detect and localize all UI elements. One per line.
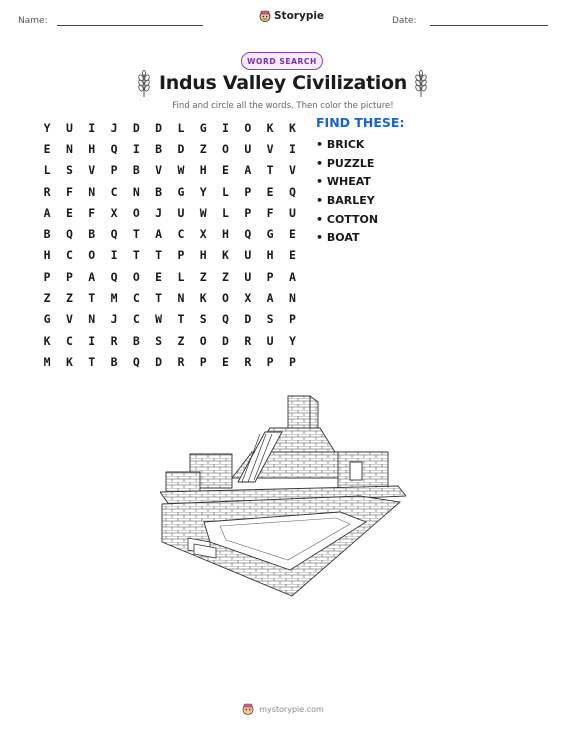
grid-cell[interactable]: K [43, 333, 51, 348]
grid-cell[interactable]: U [65, 120, 73, 135]
grid-cell[interactable]: C [65, 248, 73, 263]
grid-cell[interactable]: P [244, 184, 252, 199]
grid-cell[interactable]: B [88, 227, 96, 242]
grid-cell[interactable]: H [199, 163, 207, 178]
grid-cell[interactable]: Q [110, 227, 118, 242]
grid-cell[interactable]: P [110, 163, 118, 178]
grid-cell[interactable]: B [132, 163, 140, 178]
grid-cell[interactable]: N [88, 184, 96, 199]
grid-cell[interactable]: I [88, 333, 96, 348]
grid-cell[interactable]: P [177, 248, 185, 263]
grid-cell[interactable]: L [177, 269, 185, 284]
grid-cell[interactable]: T [88, 291, 96, 306]
grid-cell[interactable]: O [132, 205, 140, 220]
grid-cell[interactable]: M [110, 291, 118, 306]
grid-cell[interactable]: O [222, 291, 229, 306]
grid-cell[interactable]: H [88, 141, 96, 156]
grid-cell[interactable]: H [43, 248, 51, 263]
date-line[interactable] [430, 25, 548, 26]
grid-cell[interactable]: L [222, 184, 229, 199]
word-list-item: • BARLEY [316, 192, 378, 211]
grid-cell[interactable]: N [288, 291, 296, 306]
grid-cell[interactable]: V [266, 141, 274, 156]
grid-cell[interactable]: T [88, 354, 96, 369]
grid-cell[interactable]: D [177, 141, 185, 156]
grid-cell[interactable]: U [244, 269, 252, 284]
grid-cell[interactable]: N [132, 184, 140, 199]
grid-cell[interactable]: G [177, 184, 185, 199]
grid-cell[interactable]: U [244, 141, 252, 156]
grid-cell[interactable]: G [199, 120, 207, 135]
storypie-mascot-icon [259, 10, 271, 22]
grid-cell[interactable]: R [110, 333, 118, 348]
grid-cell[interactable]: B [43, 227, 51, 242]
grid-cell[interactable]: U [177, 205, 185, 220]
wheat-right-icon [412, 70, 430, 98]
grid-cell[interactable]: D [222, 333, 229, 348]
word-search-badge: WORD SEARCH [241, 52, 323, 70]
grid-cell[interactable]: L [43, 163, 51, 178]
grid-cell[interactable]: Z [222, 269, 229, 284]
grid-cell[interactable]: C [110, 184, 118, 199]
grid-cell[interactable]: Y [43, 120, 51, 135]
grid-cell[interactable]: H [199, 248, 207, 263]
grid-cell[interactable]: T [155, 248, 163, 263]
grid-cell[interactable]: V [155, 163, 163, 178]
grid-cell[interactable]: K [199, 291, 207, 306]
grid-cell[interactable]: Q [110, 269, 118, 284]
grid-cell[interactable]: K [288, 120, 296, 135]
grid-cell[interactable]: D [155, 120, 163, 135]
grid-cell[interactable]: M [43, 354, 51, 369]
grid-cell[interactable]: S [266, 312, 274, 327]
grid-cell[interactable]: E [288, 227, 296, 242]
find-these-heading: FIND THESE: [316, 115, 405, 130]
grid-cell[interactable]: W [155, 312, 163, 327]
grid-cell[interactable]: A [43, 205, 51, 220]
grid-cell[interactable]: Q [110, 141, 118, 156]
grid-cell[interactable]: Q [288, 184, 296, 199]
grid-cell[interactable]: V [288, 163, 296, 178]
grid-cell[interactable]: Z [199, 141, 207, 156]
grid-cell[interactable]: P [266, 269, 274, 284]
grid-cell[interactable]: E [65, 205, 73, 220]
grid-cell[interactable]: D [132, 120, 140, 135]
grid-cell[interactable]: I [288, 141, 296, 156]
grid-cell[interactable]: R [244, 333, 252, 348]
grid-cell[interactable]: E [222, 163, 229, 178]
grid-cell[interactable]: T [266, 163, 274, 178]
grid-cell[interactable]: T [155, 291, 163, 306]
grid-cell[interactable]: A [288, 269, 296, 284]
grid-cell[interactable]: O [88, 248, 96, 263]
grid-cell[interactable]: S [155, 333, 163, 348]
grid-cell[interactable]: V [65, 312, 73, 327]
great-bath-illustration[interactable] [160, 392, 406, 600]
grid-cell[interactable]: G [266, 227, 274, 242]
grid-cell[interactable]: F [65, 184, 73, 199]
grid-cell[interactable]: K [65, 354, 73, 369]
grid-cell[interactable]: R [43, 184, 51, 199]
grid-cell[interactable]: B [155, 184, 163, 199]
grid-cell[interactable]: I [110, 248, 118, 263]
grid-cell[interactable]: I [88, 120, 96, 135]
name-line[interactable] [57, 25, 203, 26]
grid-cell[interactable]: R [244, 354, 252, 369]
grid-cell[interactable]: C [177, 227, 185, 242]
grid-cell[interactable]: J [110, 120, 118, 135]
grid-cell[interactable]: Q [65, 227, 73, 242]
word-list-item: • COTTON [316, 211, 378, 230]
grid-cell[interactable]: T [132, 227, 140, 242]
grid-cell[interactable]: K [266, 120, 274, 135]
grid-cell[interactable]: P [199, 354, 207, 369]
grid-cell[interactable]: Z [177, 333, 185, 348]
word-list-item: • BOAT [316, 229, 378, 248]
grid-cell[interactable]: O [132, 269, 140, 284]
grid-cell[interactable]: Q [222, 312, 229, 327]
word-list [316, 136, 378, 248]
grid-cell[interactable]: K [222, 248, 229, 263]
grid-cell[interactable]: X [110, 205, 118, 220]
grid-cell[interactable]: P [43, 269, 51, 284]
grid-cell[interactable]: A [155, 227, 163, 242]
grid-cell[interactable]: A [244, 163, 252, 178]
grid-cell[interactable]: F [88, 205, 96, 220]
grid-cell[interactable]: V [88, 163, 96, 178]
grid-cell[interactable]: W [177, 163, 185, 178]
grid-cell[interactable]: A [88, 269, 96, 284]
grid-cell[interactable]: E [266, 184, 274, 199]
letter-grid[interactable] [36, 117, 304, 373]
grid-cell[interactable]: O [199, 333, 207, 348]
instructions: Find and circle all the words. Then color the picture! [172, 101, 394, 111]
grid-cell[interactable]: D [155, 354, 163, 369]
grid-cell[interactable]: B [155, 141, 163, 156]
grid-cell[interactable]: Q [244, 227, 252, 242]
grid-cell[interactable]: Y [288, 333, 296, 348]
grid-cell[interactable]: P [244, 205, 252, 220]
grid-cell[interactable]: G [43, 312, 51, 327]
word-list-item: • PUZZLE [316, 155, 378, 174]
name-label: Name: [18, 16, 48, 26]
word-list-item: • WHEAT [316, 173, 378, 192]
grid-cell[interactable]: H [266, 248, 274, 263]
grid-cell[interactable]: P [288, 312, 296, 327]
grid-cell[interactable]: O [222, 141, 229, 156]
grid-cell[interactable]: R [177, 354, 185, 369]
grid-cell[interactable]: E [43, 141, 51, 156]
grid-cell[interactable]: C [132, 291, 140, 306]
grid-cell[interactable]: S [199, 312, 207, 327]
grid-cell[interactable]: I [132, 141, 140, 156]
brand-logo [259, 10, 324, 22]
grid-cell[interactable]: P [266, 354, 274, 369]
storypie-mascot-icon [242, 703, 254, 715]
page-title: Indus Valley Civilization [159, 72, 407, 94]
grid-cell[interactable]: N [88, 312, 96, 327]
grid-cell[interactable]: Z [65, 291, 73, 306]
grid-cell[interactable]: N [65, 141, 73, 156]
grid-cell[interactable]: D [244, 312, 252, 327]
grid-cell[interactable]: F [266, 205, 274, 220]
grid-cell[interactable]: U [244, 248, 252, 263]
grid-cell[interactable]: U [288, 205, 296, 220]
grid-cell[interactable]: E [222, 354, 229, 369]
grid-cell[interactable]: H [222, 227, 229, 242]
brand-name: Storypie [274, 10, 325, 22]
grid-cell[interactable]: L [177, 120, 185, 135]
grid-cell[interactable]: W [199, 205, 207, 220]
word-list-item: • BRICK [316, 136, 378, 155]
grid-cell[interactable]: P [65, 269, 73, 284]
grid-cell[interactable]: X [244, 291, 252, 306]
grid-cell[interactable]: I [222, 120, 229, 135]
grid-cell[interactable]: Q [132, 354, 140, 369]
grid-cell[interactable]: E [288, 248, 296, 263]
grid-cell[interactable]: O [244, 120, 252, 135]
grid-cell[interactable]: B [132, 333, 140, 348]
footer [0, 703, 566, 715]
grid-cell[interactable]: T [132, 248, 140, 263]
grid-cell[interactable]: P [288, 354, 296, 369]
grid-cell[interactable]: Y [199, 184, 207, 199]
grid-cell[interactable]: Z [199, 269, 207, 284]
grid-cell[interactable]: B [110, 354, 118, 369]
grid-cell[interactable]: L [222, 205, 229, 220]
grid-cell[interactable]: J [110, 312, 118, 327]
grid-cell[interactable]: A [266, 291, 274, 306]
grid-cell[interactable]: U [266, 333, 274, 348]
grid-cell[interactable]: S [65, 163, 73, 178]
grid-cell[interactable]: Z [43, 291, 51, 306]
grid-cell[interactable]: X [199, 227, 207, 242]
grid-cell[interactable]: T [177, 312, 185, 327]
grid-cell[interactable]: J [155, 205, 163, 220]
grid-cell[interactable]: C [132, 312, 140, 327]
grid-cell[interactable]: E [155, 269, 163, 284]
date-label: Date: [392, 16, 417, 26]
grid-cell[interactable]: C [65, 333, 73, 348]
grid-cell[interactable]: N [177, 291, 185, 306]
footer-url[interactable]: mystorypie.com [259, 704, 324, 714]
